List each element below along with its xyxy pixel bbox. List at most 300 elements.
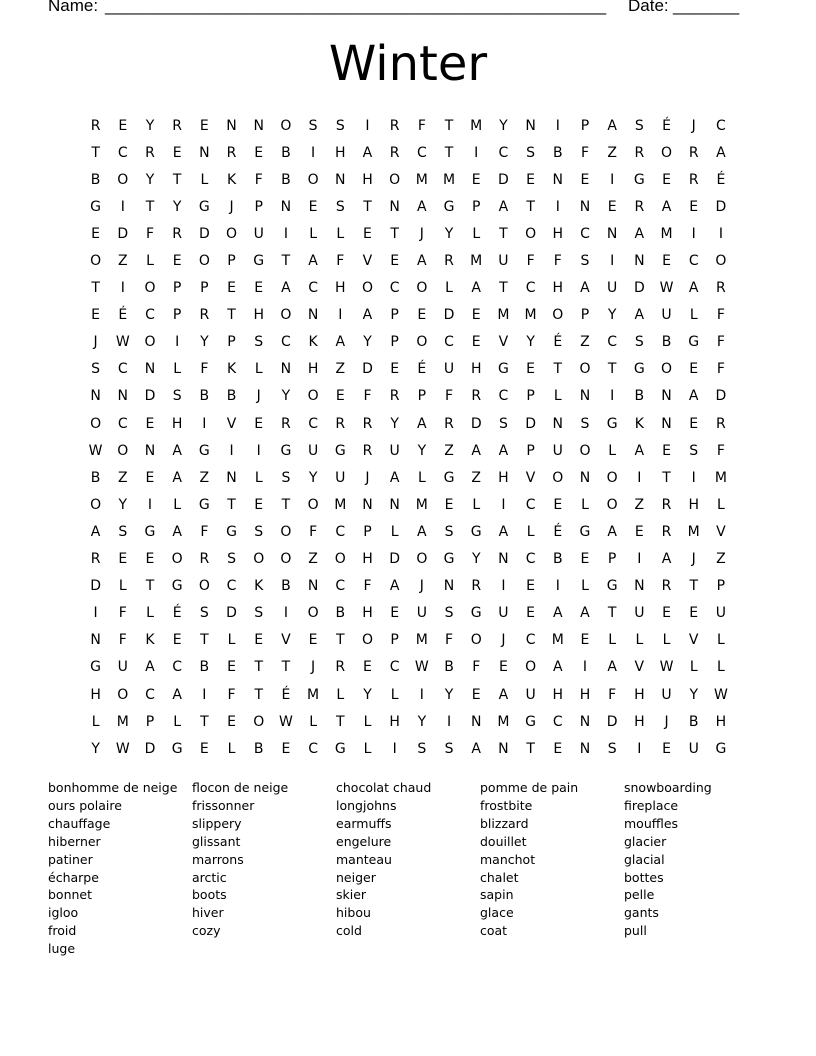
grid-letter[interactable]: E: [662, 605, 671, 622]
grid-letter[interactable]: Y: [499, 117, 508, 134]
grid-letter[interactable]: P: [390, 632, 399, 649]
grid-letter[interactable]: R: [335, 415, 346, 432]
grid-letter[interactable]: Z: [117, 253, 128, 270]
grid-letter[interactable]: F: [553, 253, 562, 270]
grid-letter[interactable]: K: [226, 171, 237, 188]
grid-letter[interactable]: Y: [363, 334, 372, 351]
grid-letter[interactable]: A: [145, 659, 155, 676]
grid-letter[interactable]: O: [606, 496, 618, 513]
grid-letter[interactable]: T: [553, 361, 563, 378]
grid-letter[interactable]: J: [93, 334, 98, 351]
grid-letter[interactable]: C: [335, 523, 346, 540]
grid-letter[interactable]: P: [254, 198, 263, 215]
grid-letter[interactable]: Z: [444, 442, 454, 459]
grid-letter[interactable]: R: [471, 388, 482, 405]
grid-letter[interactable]: Y: [444, 225, 454, 242]
grid-letter[interactable]: J: [691, 551, 696, 568]
grid-letter[interactable]: L: [336, 225, 345, 242]
grid-letter[interactable]: W: [414, 659, 429, 676]
grid-letter[interactable]: E: [227, 659, 236, 676]
grid-letter[interactable]: G: [171, 578, 183, 595]
grid-letter[interactable]: L: [717, 632, 725, 649]
grid-letter[interactable]: U: [443, 361, 455, 378]
grid-letter[interactable]: E: [254, 280, 264, 297]
grid-letter[interactable]: T: [145, 578, 155, 595]
grid-letter[interactable]: O: [226, 225, 238, 242]
grid-letter[interactable]: E: [689, 415, 699, 432]
grid-letter[interactable]: D: [498, 171, 509, 188]
grid-letter[interactable]: F: [417, 117, 426, 134]
grid-letter[interactable]: C: [525, 496, 536, 513]
grid-letter[interactable]: I: [555, 198, 560, 215]
grid-letter[interactable]: E: [308, 198, 318, 215]
grid-letter[interactable]: G: [443, 469, 455, 486]
grid-letter[interactable]: O: [361, 632, 373, 649]
grid-letter[interactable]: W: [713, 686, 728, 703]
grid-letter[interactable]: L: [227, 632, 236, 649]
grid-letter[interactable]: E: [254, 415, 264, 432]
grid-letter[interactable]: D: [470, 415, 482, 432]
grid-letter[interactable]: P: [172, 280, 182, 297]
grid-letter[interactable]: C: [389, 659, 400, 676]
grid-letter[interactable]: F: [716, 361, 725, 378]
grid-letter[interactable]: I: [610, 171, 615, 188]
grid-letter[interactable]: N: [498, 740, 509, 757]
grid-letter[interactable]: E: [390, 605, 400, 622]
grid-letter[interactable]: W: [278, 713, 293, 730]
grid-letter[interactable]: N: [525, 117, 536, 134]
grid-letter[interactable]: P: [390, 307, 399, 324]
grid-letter[interactable]: P: [227, 334, 236, 351]
grid-letter[interactable]: G: [334, 442, 346, 459]
grid-letter[interactable]: D: [525, 415, 536, 432]
grid-letter[interactable]: I: [501, 496, 506, 513]
grid-letter[interactable]: I: [202, 686, 207, 703]
grid-letter[interactable]: É: [553, 523, 563, 540]
grid-letter[interactable]: F: [716, 334, 725, 351]
grid-letter[interactable]: F: [716, 442, 725, 459]
grid-letter[interactable]: L: [472, 225, 481, 242]
grid-letter[interactable]: A: [471, 442, 481, 459]
grid-letter[interactable]: Y: [91, 740, 100, 757]
grid-letter[interactable]: G: [470, 605, 482, 622]
grid-letter[interactable]: C: [525, 551, 536, 568]
grid-letter[interactable]: I: [582, 659, 588, 676]
grid-letter[interactable]: N: [280, 198, 292, 215]
grid-letter[interactable]: E: [145, 469, 155, 486]
grid-letter[interactable]: O: [253, 713, 265, 730]
grid-letter[interactable]: T: [200, 632, 209, 649]
grid-letter[interactable]: A: [716, 144, 726, 161]
grid-letter[interactable]: E: [580, 171, 590, 188]
grid-letter[interactable]: O: [253, 551, 265, 568]
grid-letter[interactable]: E: [662, 171, 671, 188]
grid-letter[interactable]: Z: [716, 551, 726, 568]
grid-letter[interactable]: D: [362, 361, 373, 378]
grid-letter[interactable]: Y: [417, 442, 427, 459]
grid-letter[interactable]: E: [227, 713, 236, 730]
grid-letter[interactable]: L: [173, 361, 182, 378]
grid-letter[interactable]: O: [552, 469, 564, 486]
grid-letter[interactable]: U: [715, 605, 727, 622]
grid-letter[interactable]: A: [362, 307, 373, 324]
grid-letter[interactable]: S: [118, 523, 128, 540]
grid-letter[interactable]: Z: [607, 144, 617, 161]
grid-letter[interactable]: W: [115, 334, 130, 351]
grid-letter[interactable]: C: [308, 415, 318, 432]
grid-letter[interactable]: W: [659, 659, 674, 676]
grid-letter[interactable]: L: [309, 713, 317, 730]
grid-letter[interactable]: E: [689, 605, 699, 622]
grid-letter[interactable]: O: [90, 415, 102, 432]
grid-letter[interactable]: E: [471, 334, 481, 351]
grid-letter[interactable]: U: [117, 659, 128, 676]
grid-letter[interactable]: N: [498, 551, 509, 568]
grid-letter[interactable]: M: [470, 253, 483, 270]
grid-letter[interactable]: U: [253, 225, 264, 242]
grid-letter[interactable]: Z: [471, 469, 482, 486]
grid-letter[interactable]: E: [91, 307, 101, 324]
grid-letter[interactable]: F: [309, 523, 318, 540]
grid-letter[interactable]: O: [198, 578, 210, 595]
grid-letter[interactable]: S: [634, 334, 644, 351]
grid-letter[interactable]: T: [281, 659, 291, 676]
grid-letter[interactable]: I: [392, 740, 397, 757]
grid-letter[interactable]: D: [443, 307, 455, 324]
grid-letter[interactable]: F: [363, 388, 372, 405]
grid-letter[interactable]: T: [254, 686, 263, 703]
grid-letter[interactable]: U: [634, 605, 645, 622]
grid-letter[interactable]: S: [498, 415, 508, 432]
grid-letter[interactable]: G: [579, 523, 591, 540]
grid-letter[interactable]: E: [199, 740, 209, 757]
grid-letter[interactable]: G: [443, 198, 455, 215]
grid-letter[interactable]: L: [390, 523, 399, 540]
grid-letter[interactable]: T: [607, 605, 617, 622]
grid-letter[interactable]: P: [227, 253, 236, 270]
grid-letter[interactable]: O: [144, 334, 156, 351]
grid-letter[interactable]: H: [470, 361, 482, 378]
grid-letter[interactable]: I: [120, 198, 125, 215]
grid-letter[interactable]: T: [254, 659, 263, 676]
grid-letter[interactable]: V: [281, 632, 291, 649]
grid-letter[interactable]: G: [443, 551, 455, 568]
grid-letter[interactable]: L: [445, 280, 453, 297]
grid-letter[interactable]: U: [688, 740, 699, 757]
grid-letter[interactable]: E: [689, 361, 699, 378]
grid-letter[interactable]: F: [254, 171, 263, 188]
grid-letter[interactable]: H: [171, 415, 183, 432]
grid-letter[interactable]: J: [311, 659, 316, 676]
grid-letter[interactable]: E: [363, 659, 372, 676]
grid-letter[interactable]: Y: [417, 713, 427, 730]
grid-letter[interactable]: A: [498, 523, 509, 540]
grid-letter[interactable]: A: [498, 442, 509, 459]
grid-letter[interactable]: V: [226, 415, 237, 432]
grid-letter[interactable]: S: [607, 740, 617, 757]
grid-letter[interactable]: L: [417, 469, 426, 486]
grid-letter[interactable]: C: [117, 144, 128, 161]
grid-letter[interactable]: R: [172, 225, 183, 242]
grid-letter[interactable]: P: [417, 388, 427, 405]
grid-letter[interactable]: A: [417, 198, 427, 215]
grid-letter[interactable]: E: [199, 117, 209, 134]
grid-letter[interactable]: L: [472, 496, 481, 513]
grid-letter[interactable]: L: [689, 659, 698, 676]
grid-letter[interactable]: P: [580, 307, 590, 324]
grid-letter[interactable]: B: [281, 144, 291, 161]
grid-letter[interactable]: U: [498, 605, 509, 622]
grid-letter[interactable]: B: [661, 334, 672, 351]
grid-letter[interactable]: N: [389, 198, 400, 215]
grid-letter[interactable]: S: [254, 334, 264, 351]
grid-letter[interactable]: O: [361, 280, 373, 297]
grid-letter[interactable]: N: [362, 496, 373, 513]
grid-letter[interactable]: I: [637, 740, 642, 757]
grid-letter[interactable]: G: [226, 523, 237, 540]
grid-letter[interactable]: G: [606, 415, 618, 432]
grid-letter[interactable]: U: [335, 469, 346, 486]
grid-letter[interactable]: M: [497, 713, 510, 730]
grid-letter[interactable]: E: [172, 253, 182, 270]
grid-letter[interactable]: Z: [580, 334, 590, 351]
grid-letter[interactable]: G: [334, 740, 346, 757]
grid-letter[interactable]: A: [607, 523, 617, 540]
grid-letter[interactable]: O: [307, 388, 319, 405]
grid-letter[interactable]: U: [661, 686, 672, 703]
grid-letter[interactable]: A: [580, 280, 590, 297]
grid-letter[interactable]: C: [498, 388, 509, 405]
grid-letter[interactable]: G: [525, 713, 537, 730]
grid-letter[interactable]: L: [689, 307, 698, 324]
grid-letter[interactable]: H: [362, 605, 373, 622]
grid-letter[interactable]: U: [552, 442, 563, 459]
grid-letter[interactable]: F: [526, 253, 535, 270]
grid-letter[interactable]: N: [144, 442, 156, 459]
grid-letter[interactable]: I: [120, 280, 125, 297]
grid-letter[interactable]: E: [526, 171, 536, 188]
grid-letter[interactable]: E: [281, 740, 291, 757]
grid-letter[interactable]: F: [200, 361, 209, 378]
grid-letter[interactable]: L: [717, 496, 725, 513]
grid-letter[interactable]: A: [634, 225, 645, 242]
grid-letter[interactable]: U: [661, 307, 672, 324]
grid-letter[interactable]: T: [607, 361, 617, 378]
grid-letter[interactable]: O: [416, 280, 428, 297]
grid-letter[interactable]: I: [555, 117, 560, 134]
grid-letter[interactable]: O: [715, 253, 727, 270]
grid-letter[interactable]: L: [363, 713, 372, 730]
grid-letter[interactable]: C: [607, 334, 618, 351]
grid-letter[interactable]: T: [200, 713, 209, 730]
grid-letter[interactable]: T: [499, 225, 508, 242]
grid-letter[interactable]: E: [553, 740, 563, 757]
grid-letter[interactable]: A: [335, 334, 346, 351]
grid-letter[interactable]: K: [634, 415, 644, 432]
grid-letter[interactable]: B: [335, 605, 346, 622]
grid-letter[interactable]: E: [335, 388, 345, 405]
grid-letter[interactable]: B: [199, 659, 210, 676]
grid-letter[interactable]: L: [662, 632, 671, 649]
grid-letter[interactable]: S: [689, 442, 699, 459]
grid-letter[interactable]: E: [634, 523, 644, 540]
grid-letter[interactable]: T: [363, 198, 372, 215]
grid-letter[interactable]: P: [607, 551, 617, 568]
grid-letter[interactable]: A: [308, 253, 318, 270]
grid-letter[interactable]: J: [501, 632, 506, 649]
grid-letter[interactable]: V: [525, 469, 536, 486]
grid-letter[interactable]: J: [691, 117, 696, 134]
grid-letter[interactable]: O: [525, 225, 537, 242]
grid-letter[interactable]: R: [444, 253, 454, 270]
grid-letter[interactable]: N: [307, 307, 319, 324]
grid-letter[interactable]: R: [226, 144, 237, 161]
grid-letter[interactable]: E: [662, 442, 671, 459]
grid-letter[interactable]: P: [363, 523, 372, 540]
grid-letter[interactable]: L: [608, 632, 617, 649]
grid-letter[interactable]: F: [716, 307, 725, 324]
grid-letter[interactable]: A: [552, 605, 563, 622]
grid-letter[interactable]: T: [281, 253, 291, 270]
grid-letter[interactable]: P: [716, 578, 726, 595]
grid-letter[interactable]: M: [415, 496, 428, 513]
grid-letter[interactable]: A: [471, 740, 481, 757]
grid-letter[interactable]: V: [716, 523, 726, 540]
grid-letter[interactable]: Y: [281, 388, 291, 405]
grid-letter[interactable]: N: [144, 361, 156, 378]
grid-letter[interactable]: D: [633, 280, 645, 297]
grid-letter[interactable]: G: [198, 496, 210, 513]
grid-letter[interactable]: H: [389, 713, 400, 730]
grid-letter[interactable]: U: [498, 253, 509, 270]
grid-letter[interactable]: R: [661, 578, 672, 595]
grid-letter[interactable]: O: [661, 361, 673, 378]
grid-letter[interactable]: R: [281, 415, 291, 432]
grid-letter[interactable]: E: [145, 415, 155, 432]
grid-letter[interactable]: K: [254, 578, 264, 595]
grid-letter[interactable]: T: [526, 198, 535, 215]
grid-letter[interactable]: J: [365, 469, 370, 486]
grid-letter[interactable]: J: [664, 713, 669, 730]
grid-letter[interactable]: E: [498, 659, 508, 676]
grid-letter[interactable]: T: [145, 198, 155, 215]
grid-letter[interactable]: P: [526, 442, 535, 459]
grid-letter[interactable]: S: [580, 415, 590, 432]
grid-letter[interactable]: U: [525, 686, 536, 703]
grid-letter[interactable]: H: [634, 686, 645, 703]
grid-letter[interactable]: L: [336, 686, 345, 703]
grid-letter[interactable]: H: [90, 686, 101, 703]
grid-letter[interactable]: I: [419, 686, 424, 703]
grid-letter[interactable]: J: [229, 198, 234, 215]
grid-letter[interactable]: I: [256, 442, 261, 459]
grid-letter[interactable]: S: [526, 144, 536, 161]
grid-letter[interactable]: N: [579, 469, 591, 486]
grid-letter[interactable]: A: [172, 469, 182, 486]
grid-letter[interactable]: U: [389, 442, 400, 459]
grid-letter[interactable]: R: [634, 198, 645, 215]
grid-letter[interactable]: H: [498, 469, 509, 486]
grid-letter[interactable]: E: [553, 496, 563, 513]
grid-letter[interactable]: Y: [118, 496, 128, 513]
grid-letter[interactable]: F: [445, 388, 454, 405]
grid-letter[interactable]: N: [199, 144, 210, 161]
grid-letter[interactable]: M: [334, 496, 347, 513]
grid-letter[interactable]: L: [91, 713, 100, 730]
grid-letter[interactable]: R: [444, 415, 454, 432]
grid-letter[interactable]: G: [198, 442, 210, 459]
grid-letter[interactable]: O: [90, 496, 102, 513]
grid-letter[interactable]: J: [419, 578, 424, 595]
grid-letter[interactable]: I: [311, 144, 316, 161]
grid-letter[interactable]: I: [446, 713, 452, 730]
grid-letter[interactable]: E: [662, 253, 671, 270]
grid-letter[interactable]: R: [199, 307, 210, 324]
grid-letter[interactable]: R: [688, 171, 699, 188]
grid-letter[interactable]: Y: [390, 415, 399, 432]
grid-letter[interactable]: S: [199, 605, 209, 622]
grid-letter[interactable]: A: [634, 307, 645, 324]
grid-letter[interactable]: É: [716, 171, 726, 188]
grid-letter[interactable]: O: [171, 551, 183, 568]
grid-letter[interactable]: S: [417, 740, 427, 757]
grid-letter[interactable]: E: [172, 632, 182, 649]
grid-letter[interactable]: D: [198, 225, 210, 242]
grid-letter[interactable]: A: [607, 117, 617, 134]
grid-letter[interactable]: E: [471, 307, 481, 324]
grid-letter[interactable]: R: [389, 117, 400, 134]
grid-letter[interactable]: O: [280, 551, 292, 568]
grid-letter[interactable]: S: [444, 605, 454, 622]
grid-letter[interactable]: E: [417, 307, 427, 324]
grid-letter[interactable]: F: [227, 686, 236, 703]
grid-letter[interactable]: A: [661, 551, 672, 568]
grid-letter[interactable]: N: [579, 740, 591, 757]
grid-letter[interactable]: J: [419, 225, 424, 242]
grid-letter[interactable]: N: [661, 388, 672, 405]
grid-letter[interactable]: M: [714, 469, 727, 486]
grid-letter[interactable]: N: [253, 117, 264, 134]
grid-letter[interactable]: N: [634, 253, 645, 270]
grid-letter[interactable]: G: [90, 198, 102, 215]
grid-letter[interactable]: M: [415, 632, 428, 649]
grid-letter[interactable]: P: [172, 307, 182, 324]
grid-letter[interactable]: Y: [308, 469, 318, 486]
grid-letter[interactable]: E: [118, 117, 128, 134]
grid-letter[interactable]: C: [335, 578, 346, 595]
grid-letter[interactable]: H: [634, 713, 645, 730]
grid-letter[interactable]: C: [552, 713, 563, 730]
grid-letter[interactable]: B: [444, 659, 454, 676]
grid-letter[interactable]: B: [281, 171, 291, 188]
grid-letter[interactable]: H: [335, 280, 346, 297]
grid-letter[interactable]: E: [580, 551, 590, 568]
grid-letter[interactable]: T: [227, 496, 236, 513]
grid-letter[interactable]: F: [200, 523, 209, 540]
grid-letter[interactable]: S: [580, 253, 590, 270]
grid-letter[interactable]: M: [442, 171, 456, 188]
grid-letter[interactable]: S: [335, 198, 345, 215]
grid-letter[interactable]: S: [281, 469, 291, 486]
grid-letter[interactable]: L: [363, 740, 372, 757]
grid-letter[interactable]: A: [580, 605, 590, 622]
grid-letter[interactable]: C: [145, 307, 155, 324]
grid-letter[interactable]: M: [497, 307, 510, 324]
grid-letter[interactable]: B: [634, 388, 645, 405]
grid-letter[interactable]: Y: [363, 686, 372, 703]
grid-letter[interactable]: B: [688, 713, 699, 730]
grid-letter[interactable]: T: [91, 280, 100, 297]
